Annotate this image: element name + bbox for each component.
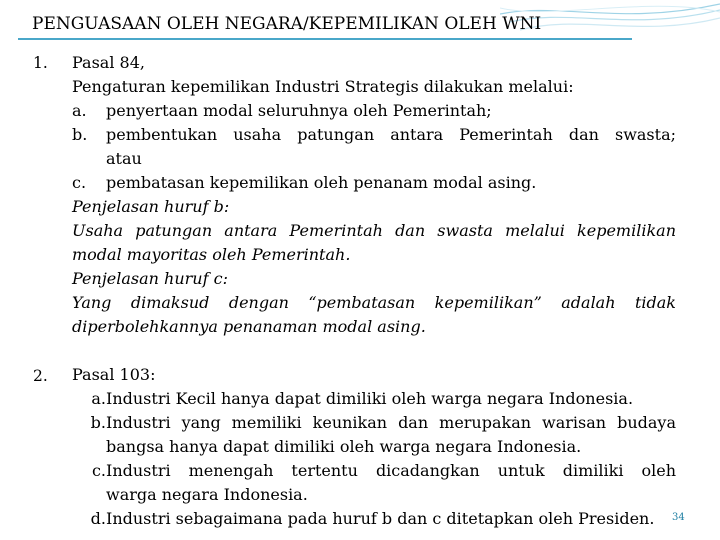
explanation-c-line-2: diperbolehkannya penanaman modal asing. [72,317,426,336]
point-marker: a. [72,101,87,120]
point-text: penyertaan modal seluruhnya oleh Pemerintah; [106,101,492,120]
item-1-point-c [72,171,536,195]
title-underline [18,38,632,40]
point-marker: b. [90,413,106,432]
item-2-point-d-line-1: Industri sebagaimana pada huruf b dan c ditetapkan oleh Presiden. [106,509,655,528]
item-2-heading: Pasal 103: [72,365,156,384]
explanation-b-line-2: modal mayoritas oleh Pemerintah. [72,245,351,264]
explanation-c-label: Penjelasan huruf c: [72,269,228,288]
point-marker: a. [91,389,106,408]
explanation-c-line-1: Yang dimaksud dengan “pembatasan kepemilikan” adalah tidak [72,293,676,312]
point-text: pembentukan usaha patungan antara Pemerintah dan swasta; [106,125,676,144]
item-1-intro: Pengaturan kepemilikan Industri Strategis dilakukan melalui: [72,77,574,96]
item-1-point-a [72,99,492,123]
explanation-b-label: Penjelasan huruf b: [72,197,230,216]
item-2-point-a [72,387,106,411]
item-2-point-c-line-1: Industri menengah tertentu dicadangkan untuk dimiliki oleh [106,461,676,480]
point-marker: b. [72,125,88,144]
item-1-point-b [72,123,676,147]
point-marker: c. [72,173,87,192]
page-number: 34 [672,512,685,523]
item-2-point-c-line-2: warga negara Indonesia. [106,485,308,504]
slide-title: PENGUASAAN OLEH NEGARA/KEPEMILIKAN OLEH WNI [32,14,542,34]
item-2-point-b-line-1: Industri yang memiliki keunikan dan merupakan warisan budaya [106,413,676,432]
point-text: pembatasan kepemilikan oleh penanam modal asing. [106,173,537,192]
item-1-heading: Pasal 84, [72,53,145,72]
item-2-point-b [72,411,106,435]
item-2-number: 2. [33,367,48,385]
item-2-point-a-line-1: Industri Kecil hanya dapat dimiliki oleh warga negara Indonesia. [106,389,634,408]
item-2-point-c [72,459,106,483]
explanation-b-line-1: Usaha patungan antara Pemerintah dan swasta melalui kepemilikan [72,221,676,240]
point-marker: d. [90,509,106,528]
item-1-point-b-cont: atau [106,149,142,168]
point-marker: c. [91,461,106,480]
item-2-point-d [72,507,106,531]
item-1-number: 1. [33,54,48,72]
item-2-point-b-line-2: bangsa hanya dapat dimiliki oleh warga negara Indonesia. [106,437,582,456]
